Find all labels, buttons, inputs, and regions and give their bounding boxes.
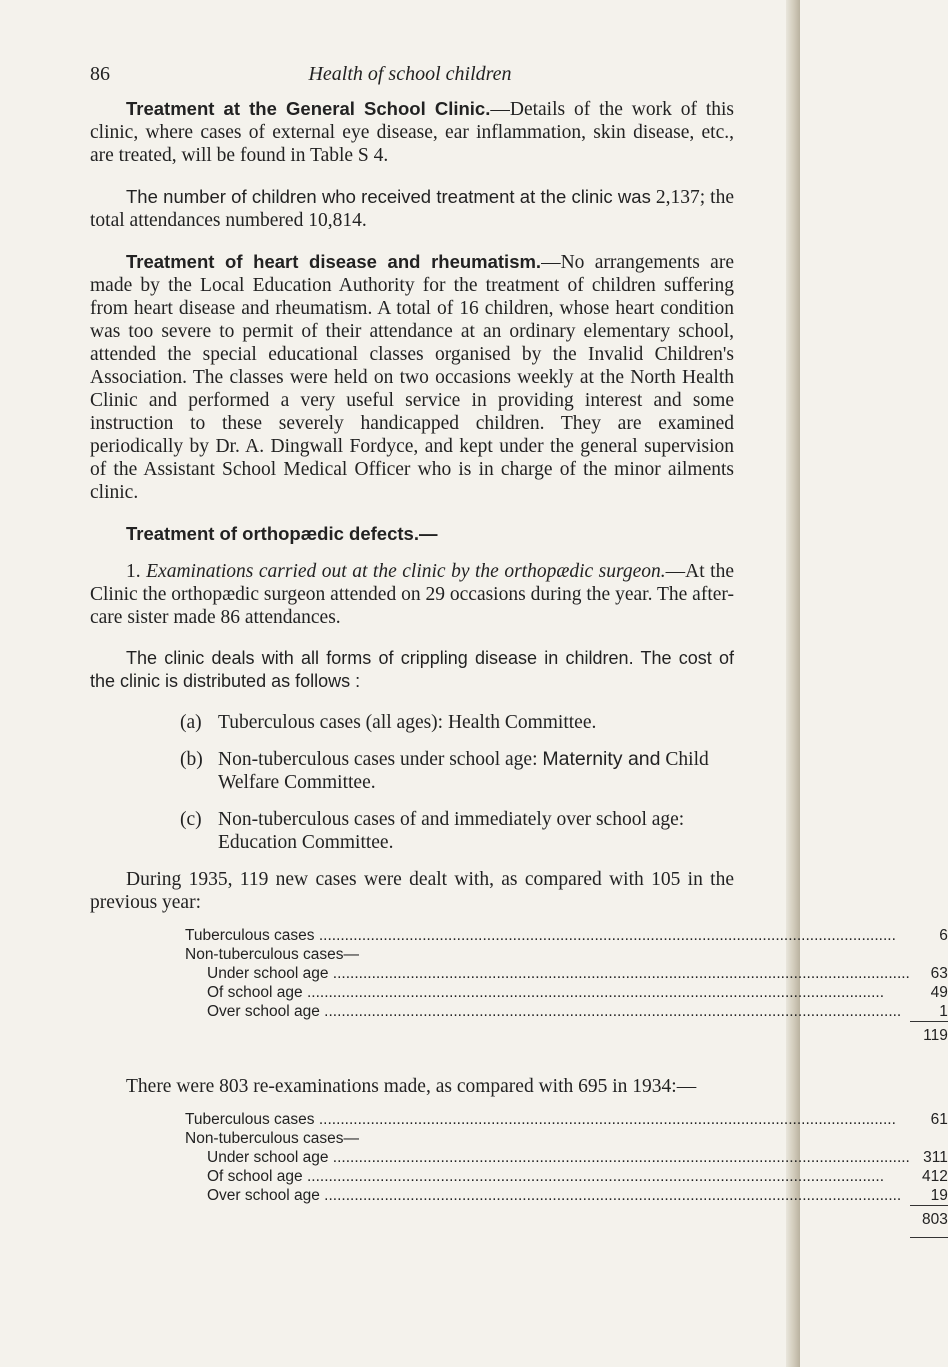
row-value: 311 [923,1149,948,1166]
children-treated-rest: 2,137; the total attendances numbered 10,814. [90,187,734,231]
item1-italic: Examinations carried out at the clinic by the orthopædic surgeon. [146,561,666,582]
list-label-c: (c) [180,809,202,830]
row-label: Over school age [207,1187,320,1204]
paragraph-heart-disease [90,250,734,504]
list-item-a [180,711,734,734]
table-row [185,1148,948,1167]
table-total: 803 [910,1205,948,1229]
row-label: Over school age [207,1003,320,1020]
total-underline [910,1229,948,1238]
list-bold-b: Maternity and [542,748,661,770]
row-label: Non-tuberculous cases— [185,946,360,963]
list-text-c: Non-tuberculous cases of and immediately over school age: Education Committee. [218,809,685,853]
heading-heart-disease: Treatment of heart disease and rheumatism. [126,251,542,272]
list-item-b [180,748,734,794]
heading-orthopaedic: Treatment of orthopædic defects.— [126,523,438,544]
paragraph-cost: The clinic deals with all forms of crippling disease in children. The cost of the clinic is distributed as follows : [90,648,734,691]
row-label: Tuberculous cases [185,927,315,944]
running-title: Health of school children [308,63,512,85]
heading-general-clinic: Treatment at the General School Clinic. [126,98,491,119]
table-row [185,1129,948,1148]
table-row [185,1186,948,1205]
row-value: 1 [939,1003,948,1020]
row-label: Under school age [207,965,329,982]
item1-number: 1. [126,561,141,582]
heart-disease-text: —No arrangements are made by the Local Education Authority for the treatment of children suffering from heart disease and rheumatism. A total of 16 children, whose heart condition was too severe to permit of their attendance at an ordinary elementary school, attended the special educational classes organised by the Invalid Children's Association. The classes were held on two occasions weekly at the North Health Clinic and performed a very useful service in providing interest and some instruction to these severely handicapped children. They are examined periodically by Dr. A. Dingwall Fordyce, and kept under the general supervision of the Assistant School Medical Officer who is in charge of the minor ailments clinic. [90,252,734,503]
row-value: 49 [930,984,948,1001]
page-header [90,63,730,87]
row-label: Of school age [207,984,303,1001]
row-label: Non-tuberculous cases— [185,1130,360,1147]
row-label: Tuberculous cases [185,1111,315,1128]
list-label-a: (a) [180,712,202,733]
new-cases-table [185,926,948,1045]
page-body [90,97,948,1238]
paragraph-general-clinic [90,97,734,167]
list-text-b: Non-tuberculous cases under school age: [218,749,543,770]
table-row [185,945,948,964]
general-clinic-text: —Details of the work of this clinic, where cases of external eye disease, ear inflammation, skin disease, etc., are treated, will be found in Table S 4. [90,99,734,166]
list-text2-b: Child Welfare Committee. [218,749,709,793]
paragraph-examinations [90,560,734,629]
row-value: 61 [930,1111,948,1128]
table-row [185,964,948,983]
row-value: 6 [939,927,948,944]
list-text-a: Tuberculous cases (all ages): Health Committee. [218,712,597,733]
table-row [185,1002,948,1021]
row-label: Of school age [207,1168,303,1185]
paragraph-children-treated [90,185,734,232]
children-treated-lead: The number of children who received treatment at the clinic was [126,186,651,207]
row-value: 19 [930,1187,948,1204]
table-row [185,926,948,945]
table-total: 119 [910,1021,948,1045]
row-label: Under school age [207,1149,329,1166]
list-label-b: (b) [180,749,203,770]
table-row [185,1167,948,1186]
list-item-c [180,808,734,854]
table-total-row [185,1205,948,1238]
row-value: 412 [922,1168,948,1185]
paragraph-new-cases: During 1935, 119 new cases were dealt with, as compared with 105 in the previous year: [90,869,734,913]
row-value: 63 [930,965,948,982]
table-total-row [185,1021,948,1045]
item1-text: —At the Clinic the orthopædic surgeon attended on 29 occasions during the year. The after-care sister made 86 attendances. [90,561,735,628]
paragraph-reexaminations: There were 803 re-examinations made, as compared with 695 in 1934:— [126,1076,697,1097]
paragraph-orthopaedic-heading [90,522,734,546]
table-row [185,983,948,1002]
table-row [185,1110,948,1129]
page-number: 86 [90,63,110,85]
reexaminations-table [185,1110,948,1238]
